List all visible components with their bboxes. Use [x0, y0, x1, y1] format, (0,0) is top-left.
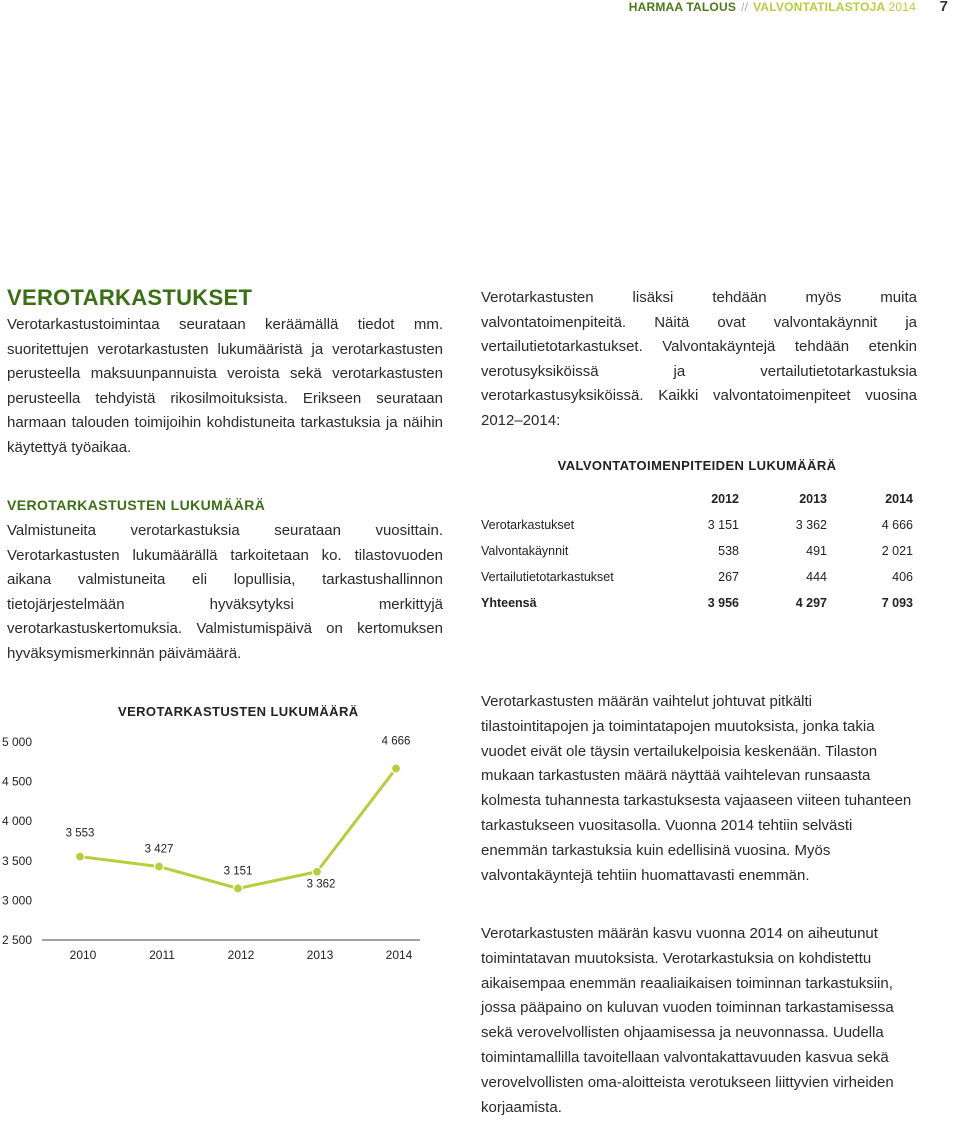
page-number: 7	[939, 0, 948, 15]
subsection-title: VEROTARKASTUSTEN LUKUMÄÄRÄ	[7, 497, 266, 513]
left-column-top	[7, 285, 443, 461]
table-header-2012: 2012	[711, 492, 739, 506]
data-label: 3 362	[306, 878, 336, 891]
y-tick-label: 3 500	[2, 853, 33, 868]
data-point	[155, 862, 164, 871]
running-head-separator: //	[741, 0, 749, 14]
count-definition-paragraph: Valmistuneita verotarkastuksia seurataan vuosittain. Verotarkastusten lukumäärällä tarkoitetaan ko. tilastovuoden aikana valmistuneita eli lopullisia, tarkastushallinnon tietojärjestelmään hyväksytyksi merkittyjä verotarkastuskertomuksia. Valmistumispäivä on kertomuksen hyväksymismerkinnän päivämäärä.	[7, 522, 443, 662]
table-header-2014: 2014	[885, 492, 913, 506]
cell-2014: 4 666	[881, 518, 913, 532]
cell-2014: 406	[892, 570, 913, 584]
running-head-year: 2014	[888, 0, 916, 14]
row-label: Valvontakäynnit	[481, 544, 569, 558]
table-title: VALVONTATOIMENPITEIDEN LUKUMÄÄRÄ	[557, 458, 837, 473]
data-point	[234, 884, 243, 893]
table-header-row	[481, 486, 913, 512]
y-tick-label: 4 000	[2, 814, 33, 829]
x-tick-label: 2010	[69, 948, 97, 962]
cell-2012: 267	[718, 570, 739, 584]
cell-2012: 3 151	[707, 518, 739, 532]
chart-title: VEROTARKASTUSTEN LUKUMÄÄRÄ	[118, 704, 359, 719]
table-row	[481, 512, 913, 538]
x-tick-label: 2012	[227, 948, 255, 962]
row-label: Vertailutietotarkastukset	[481, 570, 614, 584]
other-measures-paragraph: Verotarkastusten lisäksi tehdään myös muita valvontatoimenpiteitä. Näitä ovat valvontakäynnit ja vertailutietotarkastukset. Valvontakäyntejä tehdään etenkin verotusyksiköissä ja vertailutietotarkastuksia verotarkastusyksiköissä. Kaikki valvontatoimenpiteet vuosina 2012–2014:	[481, 289, 917, 429]
y-tick-label: 5 000	[2, 735, 33, 749]
y-tick-label: 2 500	[2, 933, 33, 947]
total-2012: 3 956	[707, 596, 739, 610]
inspections-line-chart	[0, 690, 440, 990]
data-point	[392, 764, 401, 773]
row-label: Verotarkastukset	[481, 518, 575, 532]
growth-paragraph: Verotarkastusten määrän kasvu vuonna 2014 on aiheutunut toimintatavan muutoksista. Verotarkastuksia on kohdistettu aikaisempaa enemmän reaaliaikaisen toiminnan tarkastuksiin, jossa pääpaino on kuluvan vuoden toiminnan tarkastamisessa sekä verovelvollisten ohjaamisessa ja neuvonnassa. Uudella toimintamallilla tavoitellaan valvontakattavuuden kasvua sekä verovelvollisten oma-aloitteista verotukseen liittyvien virheiden korjaamista.	[481, 925, 894, 1116]
data-point	[76, 852, 85, 861]
total-2014: 7 093	[881, 596, 913, 610]
table-row	[481, 538, 913, 564]
table-total-row	[481, 590, 913, 616]
data-label: 3 553	[65, 827, 95, 840]
data-label: 3 151	[223, 865, 253, 878]
intro-paragraph: Verotarkastustoimintaa seurataan keräämällä tiedot mm. suoritettujen verotarkastusten lukumääristä ja verotarkastusten perusteella maksuunpannuista veroista sekä verotarkastusten perusteella tehdyistä rikosilmoituksista. Erikseen seurataan harmaan talouden toimijoihin kohdistuneita tarkastuksia ja näihin käytettyä työaikaa.	[7, 316, 443, 456]
page-header	[0, 0, 960, 20]
running-head-publication: VALVONTATILASTOJA	[753, 0, 885, 14]
x-tick-label: 2011	[149, 948, 175, 962]
cell-2013: 491	[806, 544, 827, 558]
section-title: VEROTARKASTUKSET	[7, 285, 253, 310]
right-column-top	[481, 286, 917, 434]
cell-2012: 538	[718, 544, 739, 558]
data-point	[313, 867, 322, 876]
y-tick-label: 4 500	[2, 774, 33, 789]
table-header-2013: 2013	[799, 492, 827, 506]
x-tick-label: 2014	[385, 948, 413, 962]
data-label: 3 427	[144, 843, 174, 856]
cell-2014: 2 021	[881, 544, 913, 558]
total-label: Yhteensä	[481, 596, 537, 610]
right-column-bottom	[481, 922, 917, 1120]
total-2013: 4 297	[795, 596, 827, 610]
running-head	[629, 0, 916, 14]
cell-2013: 444	[806, 570, 827, 584]
control-measures-table	[481, 486, 913, 616]
variation-paragraph: Verotarkastusten määrän vaihtelut johtuvat pitkälti tilastointitapojen ja toimintatapojen muutoksista, jonka takia vuodet eivät ole täysin vertailukelpoisia keskenään. Tilaston mukaan tarkastusten määrä näyttää vaihtelevan runsaasta kolmesta tuhannesta tarkastuksesta vajaaseen viiteen tuhanteen tarkastukseen vuositasolla. Vuonna 2014 tehtiin selvästi enemmän tarkastuksia kuin edellisinä vuosina. Myös valvontakäyntejä tehtiin huomattavasti enemmän.	[481, 693, 912, 884]
table-header-label	[481, 486, 661, 512]
table-row	[481, 564, 913, 590]
data-label: 4 666	[381, 735, 411, 748]
left-column-bottom	[7, 497, 443, 667]
running-head-section: HARMAA TALOUS	[628, 0, 737, 14]
cell-2013: 3 362	[795, 518, 827, 532]
y-tick-label: 3 000	[2, 893, 33, 908]
x-tick-label: 2013	[306, 948, 334, 962]
right-column-middle	[481, 690, 917, 888]
